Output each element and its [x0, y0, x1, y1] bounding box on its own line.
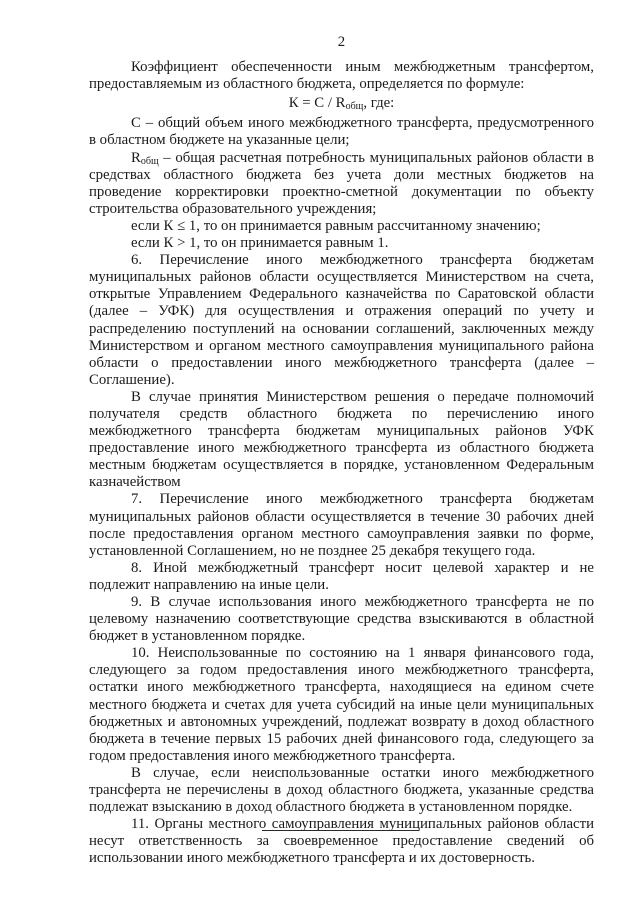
closing-rule	[262, 830, 419, 831]
formula-lhs: К = С / R	[288, 95, 346, 112]
definition-r	[89, 150, 594, 218]
paragraph-11: 11. Органы местного самоуправления муниципальных районов области несут ответственность за своевременное предоставление сведений об использовании иного межбюджетного трансферта и их достоверность.	[89, 816, 594, 867]
formula	[89, 95, 594, 112]
document-page	[89, 34, 594, 868]
definition-r-symbol: R	[131, 149, 141, 166]
paragraph-10-continuation: В случае, если неиспользованные остатки иного межбюджетного трансферта не перечислены в доход областного бюджета, указанные средства подлежат взысканию в доход областного бюджета в установленном порядке.	[89, 764, 594, 816]
intro-paragraph: Коэффициент обеспеченности иным межбюджетным трансфертом, предоставляемым из областного бюджета, определяется по формуле:	[89, 59, 594, 93]
condition-k-greater-one: если К > 1, то он принимается равным 1.	[131, 235, 389, 252]
formula-tail: , где:	[363, 95, 395, 112]
paragraph-8: 8. Иной межбюджетный трансферт носит целевой характер и не подлежит направлению на иные цели.	[89, 559, 594, 593]
condition-k-less-equal-one: если К ≤ 1, то он принимается равным рассчитанному значению;	[131, 217, 541, 234]
paragraph-6-continuation: В случае принятия Министерством решения о передаче полномочий получателя средств областного бюджета по перечислению иного межбюджетного трансферта бюджетам муниципальных районов УФК предоставление иного межбюджетного трансферта из областного бюджета местным бюджетам осуществляется в порядке, установленном Федеральным казначейством	[89, 388, 594, 491]
definition-r-text: – общая расчетная потребность муниципальных районов области в средствах областного бюджета без учета доли местных бюджетов на проведение корректировки проектно-сметной документации по объекту строительства образовательного учреждения;	[89, 149, 594, 217]
paragraph-10: 10. Неиспользованные по состоянию на 1 января финансового года, следующего за годом предоставления иного межбюджетного трансферта, остатки иного межбюджетного трансферта, находящиеся на едином счете местного бюджета и счетах для учета субсидий на иные цели муниципальных бюджетных и автономных учреждений, подлежат возврату в доход областного бюджета в течение первых 15 рабочих дней финансового года, следующего за годом предоставления иного межбюджетного трансферта.	[89, 645, 594, 764]
paragraph-9: 9. В случае использования иного межбюджетного трансферта не по целевому назначению соответствующие средства взыскиваются в областной бюджет в установленном порядке.	[89, 594, 594, 645]
page-number: 2	[337, 34, 346, 50]
definition-c: С – общий объем иного межбюджетного трансферта, предусмотренного в областном бюджете на указанные цели;	[89, 115, 594, 149]
paragraph-7: 7. Перечисление иного межбюджетного трансферта бюджетам муниципальных районов области осуществляется в течение 30 рабочих дней после предоставления органом местного самоуправления заявки по форме, установленной Соглашением, но не позднее 25 декабря текущего года.	[89, 491, 594, 559]
paragraph-6: 6. Перечисление иного межбюджетного трансферта бюджетам муниципальных районов области осуществляется Министерством на счета, открытые Управлением Федерального казначейства по Саратовской области (далее – УФК) для осуществления и отражения операций по учету и распределению поступлений на основании соглашений, заключенных между Министерством и органом местного самоуправления муниципального района области о предоставлении иного межбюджетного трансферта (далее – Соглашение).	[89, 252, 594, 388]
definition-r-subscript: общ	[140, 155, 159, 167]
formula-subscript: общ	[345, 101, 364, 113]
